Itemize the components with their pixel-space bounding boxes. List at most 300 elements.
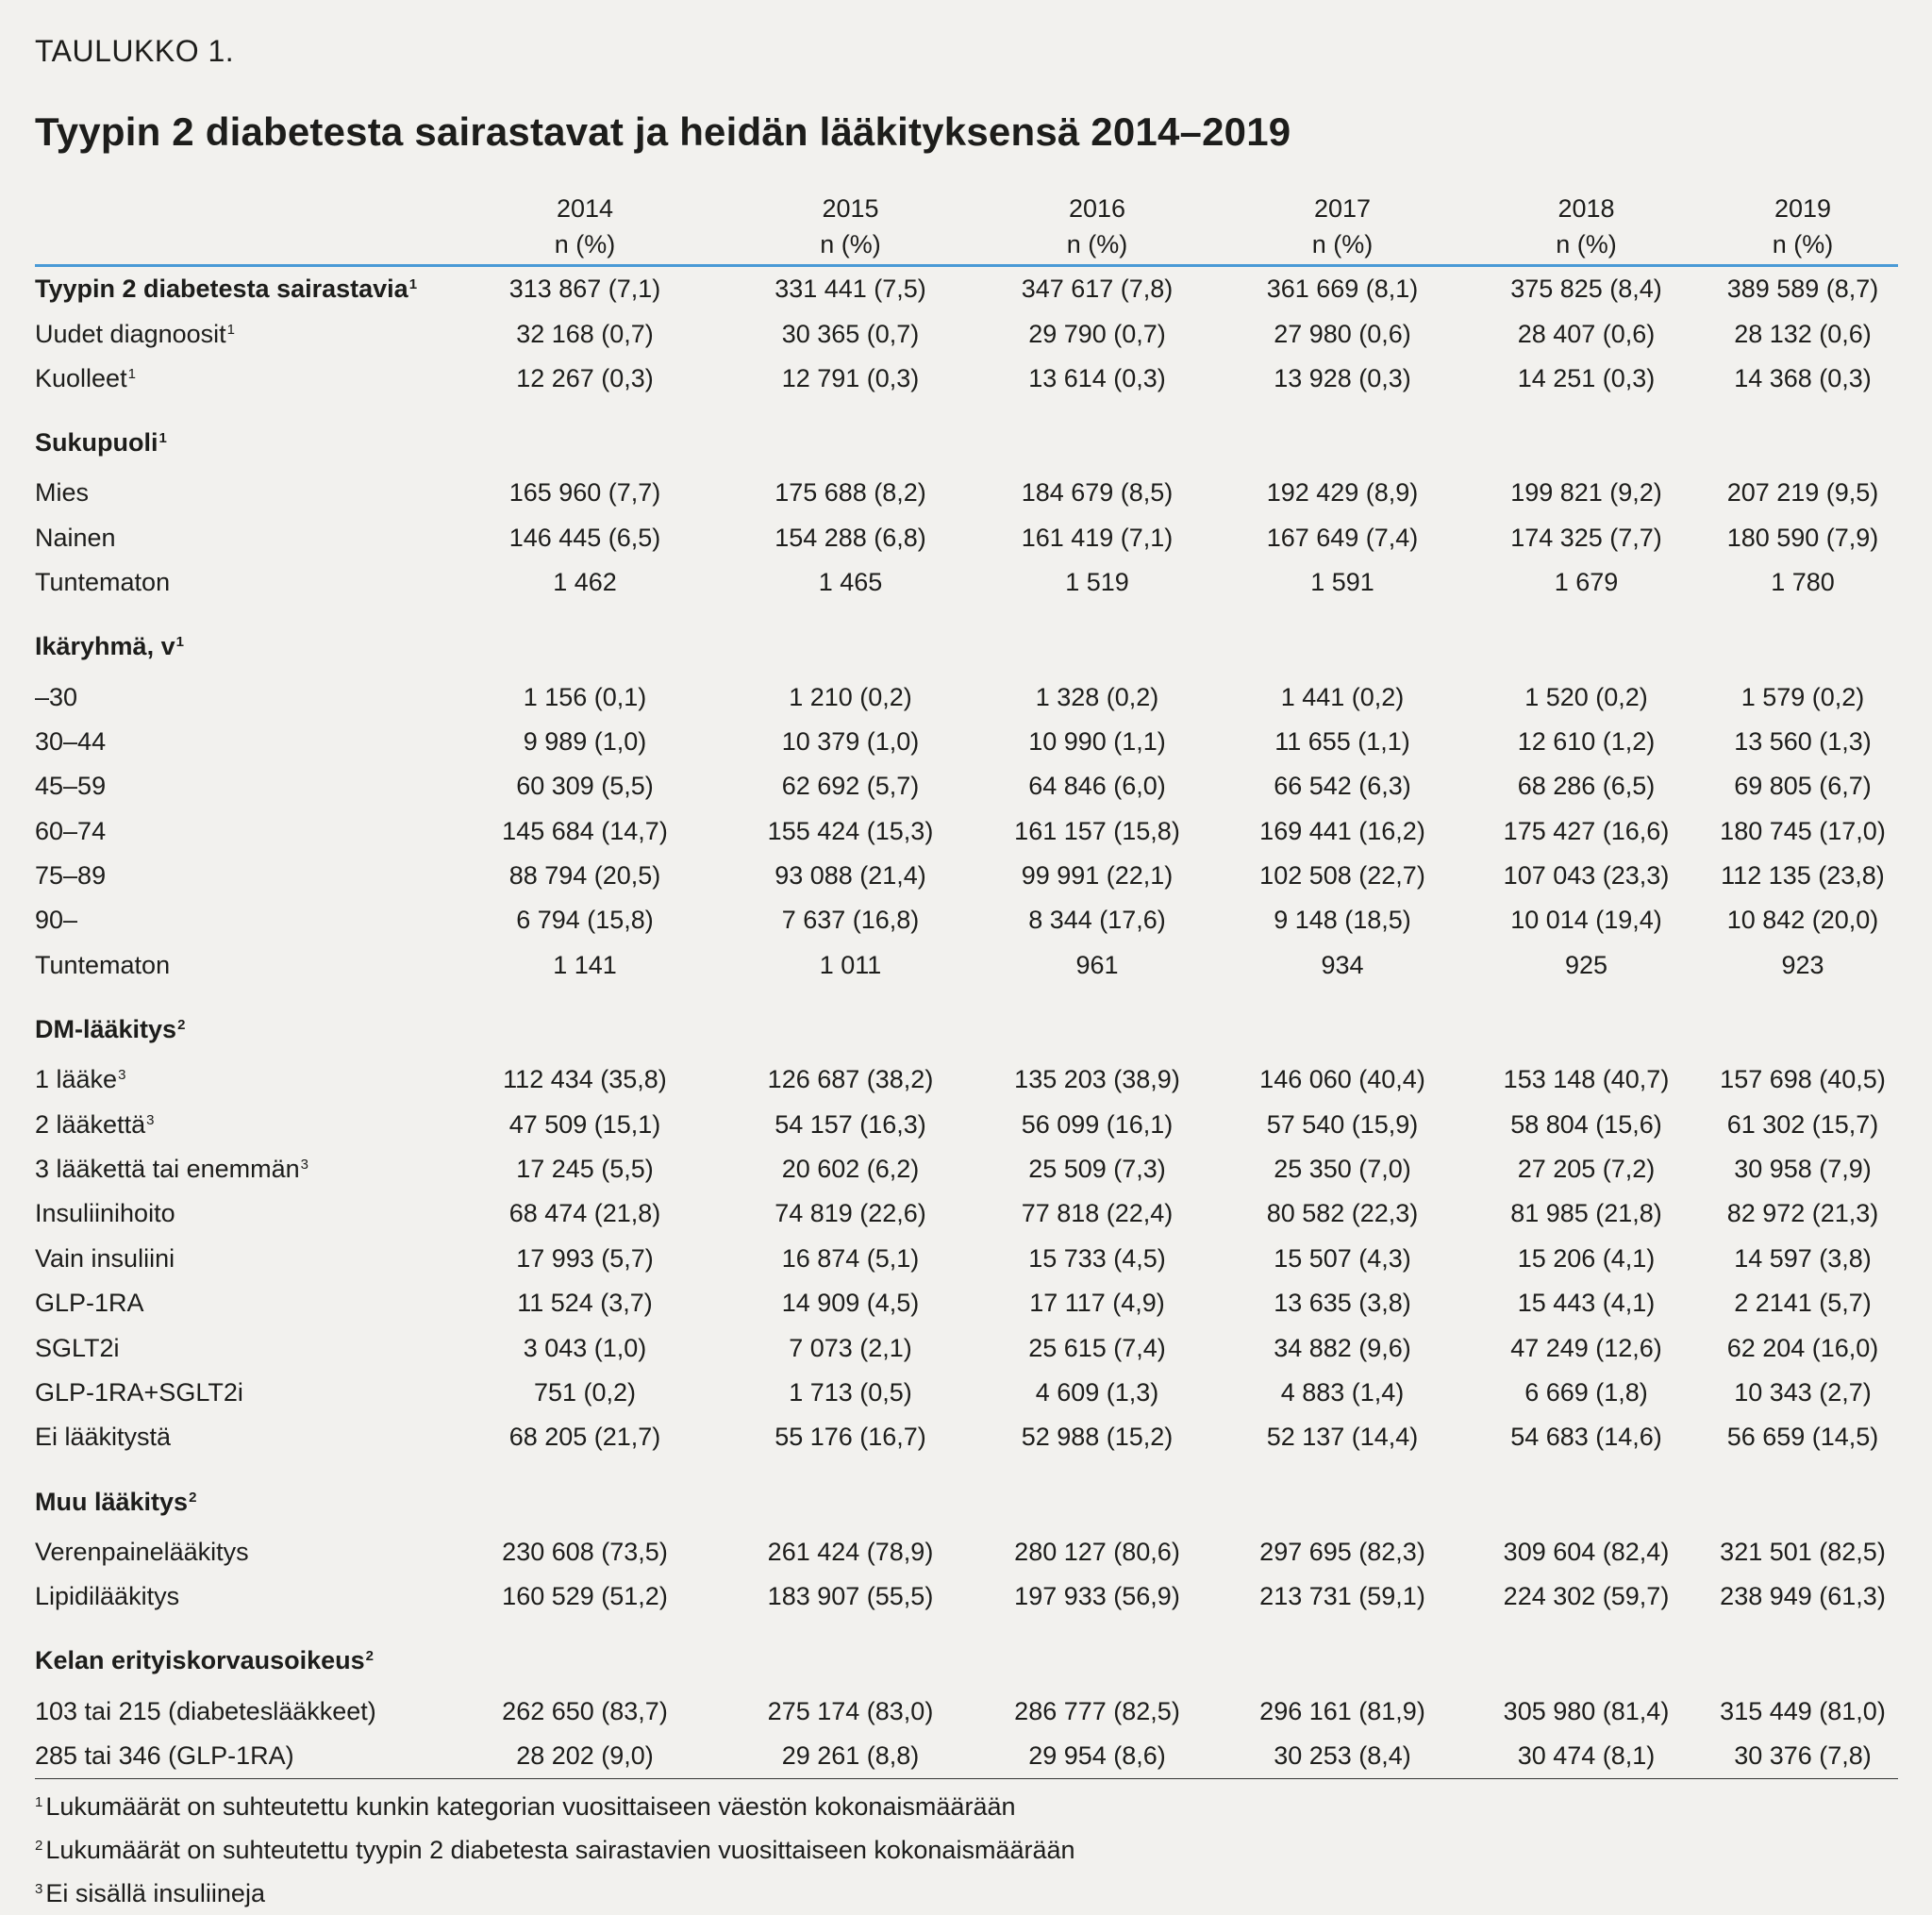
value-cell: 154 288 (6,8) — [774, 523, 926, 552]
row-label-cell — [35, 1102, 443, 1146]
section-label-cell — [35, 988, 443, 1057]
value-cell: 347 617 (7,8) — [1021, 275, 1174, 304]
value-cell: 7 073 (2,1) — [789, 1333, 912, 1362]
value-cell: 331 441 (7,5) — [774, 275, 926, 304]
empty-cell — [443, 1460, 726, 1530]
value-cell: 305 980 (81,4) — [1503, 1696, 1670, 1725]
value-cell: 20 602 (6,2) — [781, 1155, 920, 1184]
footnote — [35, 1828, 1898, 1872]
value-cell: 375 825 (8,4) — [1510, 275, 1662, 304]
table-row — [35, 1281, 1898, 1325]
value-cell: 29 954 (8,6) — [974, 1734, 1220, 1779]
row-label-cell — [35, 1325, 443, 1370]
row-label-cell — [35, 1530, 443, 1574]
footnote-ref: 3 — [300, 1157, 309, 1174]
row-label-cell — [35, 1147, 443, 1191]
value-cell: 207 219 (9,5) — [1726, 478, 1879, 508]
header-year-row — [35, 192, 1898, 228]
empty-cell — [1465, 1619, 1707, 1689]
value-cell: 296 161 (81,9) — [1259, 1696, 1425, 1725]
value-cell: 10 842 (20,0) — [1726, 906, 1879, 935]
table-row — [35, 1325, 1898, 1370]
empty-cell — [974, 1460, 1220, 1530]
empty-cell — [1707, 401, 1898, 471]
footnote — [35, 1785, 1898, 1828]
section-label: Kelan erityiskorvausoikeus — [35, 1646, 365, 1675]
header-unit: n (%) — [974, 228, 1220, 266]
value-cell: 309 604 (82,4) — [1503, 1537, 1670, 1566]
header-year: 2015 — [822, 194, 879, 223]
section-label-cell — [35, 401, 443, 471]
row-label-cell — [35, 357, 443, 401]
empty-cell — [443, 1619, 726, 1689]
row-label: 60–74 — [35, 816, 107, 845]
footnote-mark: 3 — [35, 1881, 43, 1898]
header-corner — [35, 192, 443, 228]
value-cell: 135 203 (38,9) — [1014, 1065, 1180, 1094]
value-cell: 238 949 (61,3) — [1720, 1582, 1886, 1611]
row-label-cell — [35, 898, 443, 942]
row-label-cell — [35, 311, 443, 356]
footnote-ref: 2 — [189, 1489, 197, 1506]
table-row — [35, 1147, 1898, 1191]
row-label-cell — [35, 560, 443, 605]
value-cell: 81 985 (21,8) — [1510, 1199, 1662, 1228]
section-header-row — [35, 605, 1898, 674]
value-cell: 167 649 (7,4) — [1266, 523, 1419, 552]
value-cell: 17 993 (5,7) — [516, 1243, 654, 1273]
row-label: 285 tai 346 (GLP-1RA) — [35, 1740, 294, 1770]
value-cell: 315 449 (81,0) — [1720, 1696, 1886, 1725]
value-cell: 6 794 (15,8) — [516, 906, 654, 935]
value-cell: 80 582 (22,3) — [1266, 1199, 1419, 1228]
value-cell: 61 302 (15,7) — [1726, 1109, 1879, 1139]
table-row — [35, 471, 1898, 515]
empty-cell — [1465, 1460, 1707, 1530]
empty-cell — [974, 605, 1220, 674]
footnote-ref: 1 — [408, 276, 418, 293]
empty-cell — [443, 988, 726, 1057]
empty-cell — [1220, 1619, 1465, 1689]
value-cell: 230 608 (73,5) — [502, 1537, 668, 1566]
value-cell: 99 991 (22,1) — [1021, 861, 1174, 891]
value-cell: 27 980 (0,6) — [1274, 319, 1411, 348]
value-cell: 30 474 (8,1) — [1465, 1734, 1707, 1779]
empty-cell — [1220, 605, 1465, 674]
value-cell: 13 614 (0,3) — [1028, 363, 1166, 392]
value-cell: 1 441 (0,2) — [1280, 682, 1405, 711]
empty-cell — [1707, 605, 1898, 674]
empty-cell — [1220, 988, 1465, 1057]
value-cell: 54 157 (16,3) — [774, 1109, 926, 1139]
value-cell: 174 325 (7,7) — [1510, 523, 1662, 552]
row-label-cell — [35, 1281, 443, 1325]
value-cell: 7 637 (16,8) — [781, 906, 920, 935]
value-cell: 192 429 (8,9) — [1266, 478, 1419, 508]
value-cell: 213 731 (59,1) — [1259, 1582, 1425, 1611]
table-row — [35, 1057, 1898, 1102]
row-label-cell — [35, 1191, 443, 1236]
value-cell: 275 174 (83,0) — [767, 1696, 934, 1725]
header-unit: n (%) — [443, 228, 726, 266]
value-cell: 47 249 (12,6) — [1510, 1333, 1662, 1362]
row-label-cell — [35, 471, 443, 515]
value-cell: 280 127 (80,6) — [1014, 1537, 1180, 1566]
table-title: Tyypin 2 diabetesta sairastavat ja heidän lääkityksensä 2014–2019 — [35, 109, 1291, 154]
row-label-cell — [35, 809, 443, 854]
value-cell: 17 117 (4,9) — [1029, 1289, 1165, 1318]
row-label: SGLT2i — [35, 1333, 120, 1362]
value-cell: 146 060 (40,4) — [1259, 1065, 1425, 1094]
row-label-cell — [35, 1574, 443, 1619]
value-cell: 30 365 (0,7) — [781, 319, 920, 348]
section-label-cell — [35, 605, 443, 674]
row-label: 90– — [35, 906, 78, 935]
empty-cell — [1465, 401, 1707, 471]
empty-cell — [726, 401, 974, 471]
value-cell: 56 659 (14,5) — [1726, 1423, 1879, 1452]
row-label: –30 — [35, 682, 78, 711]
row-label: 75–89 — [35, 861, 107, 891]
table-body — [35, 266, 1898, 1779]
row-label: GLP-1RA+SGLT2i — [35, 1378, 243, 1407]
row-label-cell — [35, 1371, 443, 1415]
value-cell: 197 933 (56,9) — [1014, 1582, 1180, 1611]
value-cell: 15 733 (4,5) — [1028, 1243, 1166, 1273]
row-label: 2 lääkettä — [35, 1109, 146, 1139]
value-cell: 10 990 (1,1) — [1028, 726, 1166, 756]
value-cell: 14 597 (3,8) — [1734, 1243, 1872, 1273]
table-row — [35, 764, 1898, 808]
row-label: 30–44 — [35, 726, 107, 756]
table-label: TAULUKKO 1. — [35, 34, 235, 68]
value-cell: 107 043 (23,3) — [1503, 861, 1670, 891]
value-cell: 261 424 (78,9) — [767, 1537, 934, 1566]
row-label: GLP-1RA — [35, 1289, 144, 1318]
row-label: Kuolleet — [35, 363, 127, 392]
value-cell: 751 (0,2) — [533, 1378, 637, 1407]
value-cell: 155 424 (15,3) — [767, 816, 934, 845]
header-unit: n (%) — [1220, 228, 1465, 266]
table-row — [35, 1689, 1898, 1733]
value-cell: 15 507 (4,3) — [1274, 1243, 1411, 1273]
value-cell: 224 302 (59,7) — [1503, 1582, 1670, 1611]
value-cell: 183 907 (55,5) — [767, 1582, 934, 1611]
value-cell: 14 909 (4,5) — [781, 1289, 920, 1318]
value-cell: 6 669 (1,8) — [1524, 1378, 1648, 1407]
value-cell: 17 245 (5,5) — [516, 1155, 654, 1184]
value-cell: 54 683 (14,6) — [1510, 1423, 1662, 1452]
section-label: Sukupuoli — [35, 428, 158, 458]
value-cell: 25 509 (7,3) — [1028, 1155, 1166, 1184]
value-cell: 29 790 (0,7) — [1028, 319, 1166, 348]
value-cell: 923 — [1781, 950, 1824, 979]
row-label: Uudet diagnoosit — [35, 319, 226, 348]
value-cell: 321 501 (82,5) — [1720, 1537, 1886, 1566]
value-cell: 184 679 (8,5) — [1021, 478, 1174, 508]
value-cell: 82 972 (21,3) — [1726, 1199, 1879, 1228]
row-label-cell — [35, 516, 443, 560]
value-cell: 68 474 (21,8) — [508, 1199, 661, 1228]
value-cell: 52 137 (14,4) — [1266, 1423, 1419, 1452]
table-row — [35, 516, 1898, 560]
row-label: Ei lääkitystä — [35, 1423, 172, 1452]
row-label: 1 lääke — [35, 1065, 118, 1094]
value-cell: 13 635 (3,8) — [1274, 1289, 1411, 1318]
value-cell: 1 519 — [1065, 568, 1129, 597]
row-label: Lipidilääkitys — [35, 1582, 180, 1611]
header-year: 2018 — [1557, 194, 1615, 223]
header-year: 2019 — [1774, 194, 1832, 223]
row-label: Vain insuliini — [35, 1243, 175, 1273]
empty-cell — [974, 1619, 1220, 1689]
value-cell: 62 692 (5,7) — [781, 772, 920, 801]
row-label-cell — [35, 764, 443, 808]
data-table — [35, 192, 1898, 1779]
row-label: Verenpainelääkitys — [35, 1537, 249, 1566]
value-cell: 361 669 (8,1) — [1266, 275, 1419, 304]
value-cell: 64 846 (6,0) — [1028, 772, 1166, 801]
value-cell: 8 344 (17,6) — [1028, 906, 1166, 935]
value-cell: 62 204 (16,0) — [1726, 1333, 1879, 1362]
row-label: Nainen — [35, 523, 116, 552]
empty-cell — [1707, 1460, 1898, 1530]
header-year: 2017 — [1313, 194, 1372, 223]
row-label-cell — [35, 854, 443, 898]
value-cell: 1 210 (0,2) — [789, 682, 912, 711]
value-cell: 1 780 — [1771, 568, 1835, 597]
value-cell: 93 088 (21,4) — [774, 861, 926, 891]
value-cell: 10 379 (1,0) — [781, 726, 920, 756]
row-label-cell — [35, 674, 443, 719]
table-row — [35, 809, 1898, 854]
section-label: Muu lääkitys — [35, 1487, 189, 1516]
value-cell: 262 650 (83,7) — [502, 1696, 668, 1725]
section-header-row — [35, 988, 1898, 1057]
row-label-cell — [35, 1057, 443, 1102]
value-cell: 13 560 (1,3) — [1734, 726, 1872, 756]
table-row — [35, 898, 1898, 942]
section-header-row — [35, 1619, 1898, 1689]
value-cell: 25 615 (7,4) — [1028, 1333, 1166, 1362]
footnote-ref: 2 — [365, 1648, 375, 1665]
table-row — [35, 266, 1898, 312]
value-cell: 313 867 (7,1) — [508, 275, 661, 304]
value-cell: 27 205 (7,2) — [1517, 1155, 1656, 1184]
footnote-ref: 3 — [146, 1111, 155, 1128]
value-cell: 126 687 (38,2) — [767, 1065, 934, 1094]
value-cell: 29 261 (8,8) — [726, 1734, 974, 1779]
value-cell: 175 688 (8,2) — [774, 478, 926, 508]
value-cell: 58 804 (15,6) — [1510, 1109, 1662, 1139]
value-cell: 389 589 (8,7) — [1726, 275, 1879, 304]
value-cell: 1 465 — [818, 568, 883, 597]
value-cell: 12 267 (0,3) — [516, 363, 654, 392]
value-cell: 28 132 (0,6) — [1734, 319, 1872, 348]
table-row — [35, 357, 1898, 401]
footnote-ref: 3 — [118, 1067, 126, 1084]
row-label-cell — [35, 266, 443, 312]
empty-cell — [726, 605, 974, 674]
footnote — [35, 1872, 1898, 1915]
value-cell: 30 376 (7,8) — [1707, 1734, 1898, 1779]
empty-cell — [726, 1460, 974, 1530]
empty-cell — [974, 988, 1220, 1057]
value-cell: 28 202 (9,0) — [443, 1734, 726, 1779]
footnote-text: Lukumäärät on suhteutettu kunkin kategorian vuosittaiseen väestön kokonaismäärään — [45, 1792, 1016, 1822]
value-cell: 34 882 (9,6) — [1274, 1333, 1411, 1362]
section-label: Ikäryhmä, v — [35, 632, 175, 661]
value-cell: 297 695 (82,3) — [1259, 1537, 1425, 1566]
value-cell: 30 253 (8,4) — [1220, 1734, 1465, 1779]
value-cell: 60 309 (5,5) — [516, 772, 654, 801]
value-cell: 157 698 (40,5) — [1720, 1065, 1886, 1094]
value-cell: 16 874 (5,1) — [781, 1243, 920, 1273]
value-cell: 1 328 (0,2) — [1035, 682, 1159, 711]
footnote-mark: 2 — [35, 1838, 43, 1855]
footnote-ref: 2 — [177, 1017, 186, 1034]
value-cell: 32 168 (0,7) — [516, 319, 654, 348]
value-cell: 160 529 (51,2) — [502, 1582, 668, 1611]
value-cell: 10 343 (2,7) — [1734, 1378, 1872, 1407]
row-label: Tyypin 2 diabetesta sairastavia — [35, 275, 408, 304]
table-row — [35, 1371, 1898, 1415]
value-cell: 102 508 (22,7) — [1259, 861, 1425, 891]
footnote-ref: 1 — [175, 634, 184, 651]
header-year: 2014 — [556, 194, 614, 223]
header-unit: n (%) — [1707, 228, 1898, 266]
value-cell: 1 156 (0,1) — [523, 682, 647, 711]
section-label-cell — [35, 1619, 443, 1689]
value-cell: 180 590 (7,9) — [1726, 523, 1879, 552]
value-cell: 175 427 (16,6) — [1503, 816, 1670, 845]
row-label-cell — [35, 1237, 443, 1281]
empty-cell — [1707, 988, 1898, 1057]
empty-cell — [443, 401, 726, 471]
table-row — [35, 1102, 1898, 1146]
value-cell: 112 434 (35,8) — [503, 1065, 667, 1094]
value-cell: 13 928 (0,3) — [1274, 363, 1411, 392]
value-cell: 934 — [1321, 950, 1364, 979]
section-header-row — [35, 1460, 1898, 1530]
table-row — [35, 1574, 1898, 1619]
table-row — [35, 1415, 1898, 1459]
value-cell: 1 520 (0,2) — [1524, 682, 1648, 711]
value-cell: 55 176 (16,7) — [774, 1423, 926, 1452]
value-cell: 68 286 (6,5) — [1517, 772, 1656, 801]
row-label: 103 tai 215 (diabeteslääkkeet) — [35, 1696, 376, 1725]
value-cell: 88 794 (20,5) — [508, 861, 661, 891]
value-cell: 961 — [1075, 950, 1119, 979]
table-row — [35, 1530, 1898, 1574]
row-label-cell — [35, 943, 443, 988]
value-cell: 30 958 (7,9) — [1734, 1155, 1872, 1184]
table-row — [35, 560, 1898, 605]
empty-cell — [1465, 988, 1707, 1057]
row-label: Mies — [35, 478, 90, 508]
value-cell: 12 610 (1,2) — [1517, 726, 1656, 756]
value-cell: 12 791 (0,3) — [781, 363, 920, 392]
row-label: 3 lääkettä tai enemmän — [35, 1155, 300, 1184]
row-label-cell — [35, 1689, 443, 1733]
footnote-ref: 1 — [158, 430, 167, 447]
value-cell: 15 206 (4,1) — [1517, 1243, 1656, 1273]
value-cell: 68 205 (21,7) — [508, 1423, 661, 1452]
table-row — [35, 311, 1898, 356]
footnote-ref: 1 — [127, 365, 136, 382]
empty-cell — [726, 1619, 974, 1689]
empty-cell — [443, 605, 726, 674]
value-cell: 199 821 (9,2) — [1510, 478, 1662, 508]
value-cell: 11 524 (3,7) — [517, 1289, 653, 1318]
value-cell: 52 988 (15,2) — [1021, 1423, 1174, 1452]
value-cell: 47 509 (15,1) — [508, 1109, 661, 1139]
value-cell: 1 579 (0,2) — [1740, 682, 1865, 711]
header-unit-row — [35, 228, 1898, 266]
row-label: Insuliinihoito — [35, 1199, 175, 1228]
value-cell: 15 443 (4,1) — [1517, 1289, 1656, 1318]
value-cell: 1 141 — [553, 950, 617, 979]
value-cell: 112 135 (23,8) — [1721, 861, 1885, 891]
section-label-cell — [35, 1460, 443, 1530]
value-cell: 3 043 (1,0) — [523, 1333, 647, 1362]
row-label: Tuntematon — [35, 950, 171, 979]
value-cell: 74 819 (22,6) — [774, 1199, 926, 1228]
value-cell: 1 462 — [553, 568, 617, 597]
footnote-text: Lukumäärät on suhteutettu tyypin 2 diabetesta sairastavien vuosittaiseen kokonaismäärään — [45, 1836, 1075, 1865]
footnotes — [35, 1785, 1898, 1915]
value-cell: 4 609 (1,3) — [1035, 1378, 1159, 1407]
value-cell: 161 419 (7,1) — [1021, 523, 1174, 552]
value-cell: 57 540 (15,9) — [1266, 1109, 1419, 1139]
table-row — [35, 1734, 1898, 1779]
value-cell: 165 960 (7,7) — [508, 478, 661, 508]
table-row — [35, 854, 1898, 898]
row-label: Tuntematon — [35, 568, 171, 597]
header-unit: n (%) — [1465, 228, 1707, 266]
row-label-cell — [35, 720, 443, 764]
value-cell: 77 818 (22,4) — [1021, 1199, 1174, 1228]
table-row — [35, 720, 1898, 764]
table-header — [35, 192, 1898, 266]
value-cell: 28 407 (0,6) — [1517, 319, 1656, 348]
value-cell: 56 099 (16,1) — [1021, 1109, 1174, 1139]
empty-cell — [1465, 605, 1707, 674]
value-cell: 14 251 (0,3) — [1517, 363, 1656, 392]
footnote-ref: 1 — [226, 321, 235, 338]
value-cell: 286 777 (82,5) — [1014, 1696, 1180, 1725]
section-header-row — [35, 401, 1898, 471]
value-cell: 161 157 (15,8) — [1014, 816, 1180, 845]
value-cell: 1 011 — [819, 950, 882, 979]
value-cell: 1 591 — [1310, 568, 1374, 597]
value-cell: 10 014 (19,4) — [1510, 906, 1662, 935]
value-cell: 169 441 (16,2) — [1259, 816, 1425, 845]
value-cell: 925 — [1564, 950, 1608, 979]
empty-cell — [1220, 401, 1465, 471]
value-cell: 9 148 (18,5) — [1274, 906, 1411, 935]
row-label: 45–59 — [35, 772, 107, 801]
value-cell: 1 713 (0,5) — [789, 1378, 912, 1407]
value-cell: 153 148 (40,7) — [1503, 1065, 1670, 1094]
value-cell: 9 989 (1,0) — [523, 726, 647, 756]
value-cell: 25 350 (7,0) — [1274, 1155, 1411, 1184]
table-row — [35, 674, 1898, 719]
value-cell: 4 883 (1,4) — [1280, 1378, 1405, 1407]
empty-cell — [726, 988, 974, 1057]
value-cell: 14 368 (0,3) — [1734, 363, 1872, 392]
footnote-mark: 1 — [35, 1794, 43, 1811]
